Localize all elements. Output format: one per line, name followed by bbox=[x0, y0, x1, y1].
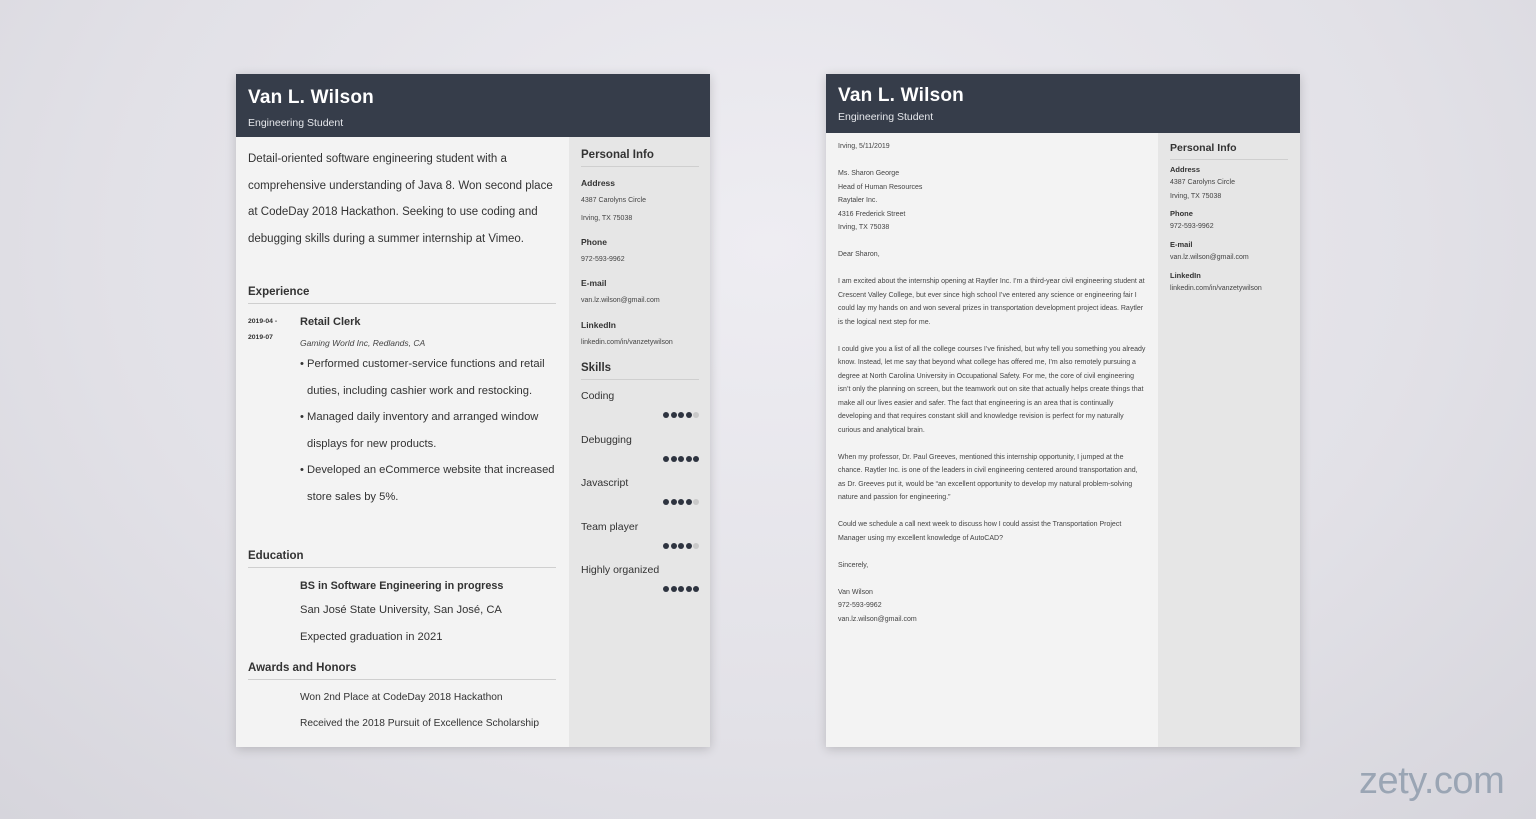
rating-dot-filled bbox=[693, 456, 699, 462]
letter-signature bbox=[838, 586, 1146, 627]
rating-dot-filled bbox=[686, 543, 692, 549]
education-degree: BS in Software Engineering in progress bbox=[300, 580, 504, 592]
letter-greeting: Dear Sharon, bbox=[838, 251, 880, 258]
letter-header bbox=[826, 74, 1300, 133]
resume-role: Engineering Student bbox=[248, 117, 344, 129]
job-bullet: • Developed an eCommerce website that increased store sales by 5%. bbox=[300, 457, 560, 510]
rating-dot-filled bbox=[663, 586, 669, 592]
signature-line: 972-593-9962 bbox=[838, 602, 882, 609]
resume-name: Van L. Wilson bbox=[248, 87, 374, 108]
education-graduation: Expected graduation in 2021 bbox=[300, 631, 443, 643]
linkedin-label: LinkedIn bbox=[581, 320, 616, 330]
award-item: Received the 2018 Pursuit of Excellence Scholarship bbox=[300, 718, 539, 729]
skill-name: Coding bbox=[581, 390, 615, 402]
rating-dot-filled bbox=[693, 586, 699, 592]
address-line: Irving, TX 75038 bbox=[581, 215, 633, 222]
job-bullet: • Performed customer-service functions and retail duties, including cashier work and restocking. bbox=[300, 351, 560, 404]
skill-name: Highly organized bbox=[581, 564, 660, 576]
rating-dot-filled bbox=[686, 586, 692, 592]
letter-email-label: E-mail bbox=[1170, 240, 1193, 249]
job-date-end: 2019-07 bbox=[248, 334, 273, 341]
letter-phone-value: 972-593-9962 bbox=[1170, 223, 1214, 230]
rating-dot-empty bbox=[693, 499, 699, 505]
signature-line: van.lz.wilson@gmail.com bbox=[838, 615, 917, 623]
letter-personal-info-heading: Personal Info bbox=[1170, 142, 1288, 160]
letter-linkedin-label: LinkedIn bbox=[1170, 271, 1201, 280]
experience-heading: Experience bbox=[248, 286, 556, 304]
rating-dot-empty bbox=[693, 412, 699, 418]
rating-dot-filled bbox=[678, 412, 684, 418]
award-item: Won 2nd Place at CodeDay 2018 Hackathon bbox=[300, 692, 503, 703]
recipient-line: Ms. Sharon George bbox=[838, 170, 900, 177]
letter-paragraph: When my professor, Dr. Paul Greeves, mentioned this internship opportunity, I jumped at the chance. Raytler Inc. is one of the leaders in civil engineering centered around transportation and, as Dr. Greeves put it, would be “an excellent opportunity to develop my natural problem-solving nature and passion for engineering.” bbox=[838, 453, 1138, 501]
letter-date: Irving, 5/11/2019 bbox=[838, 143, 890, 150]
job-bullets bbox=[300, 351, 560, 510]
phone-value: 972-593-9962 bbox=[581, 256, 625, 263]
rating-dot-filled bbox=[663, 499, 669, 505]
skills-heading: Skills bbox=[581, 362, 699, 380]
job-company: Gaming World Inc, Redlands, CA bbox=[300, 338, 426, 348]
letter-paragraph: Could we schedule a call next week to discuss how I could assist the Transportation Project Manager using my excellent knowledge of AutoCAD? bbox=[838, 521, 1122, 542]
skill-name: Javascript bbox=[581, 477, 629, 489]
skill-rating bbox=[663, 543, 699, 549]
letter-paragraph: I am excited about the internship opening at Raytler Inc. I’m a third-year civil engineering student at Crescent Valley College, but ever since high school I’ve entered any science or engineering fair I could lay my hands on and won several prizes in transportation development project ideas. Raytler is the logical next step for me. bbox=[838, 278, 1145, 326]
education-school: San José State University, San José, CA bbox=[300, 604, 502, 616]
cover-letter-page bbox=[826, 74, 1300, 747]
rating-dot-filled bbox=[678, 543, 684, 549]
letter-phone-label: Phone bbox=[1170, 209, 1193, 218]
skill-name: Debugging bbox=[581, 433, 632, 446]
address-label: Address bbox=[581, 178, 616, 188]
awards-heading: Awards and Honors bbox=[248, 662, 556, 680]
recipient-line: Irving, TX 75038 bbox=[838, 224, 890, 231]
address-line: 4387 Carolyns Circle bbox=[581, 197, 646, 204]
address-line: 4387 Carolyns Circle bbox=[1170, 179, 1235, 186]
recipient-line: Head of Human Resources bbox=[838, 183, 923, 191]
letter-role: Engineering Student bbox=[838, 111, 934, 123]
skill-rating bbox=[663, 412, 699, 418]
letter-sidebar bbox=[1158, 133, 1300, 747]
job-title: Retail Clerk bbox=[300, 316, 361, 328]
job-date-start: 2019-04 - bbox=[248, 318, 278, 325]
rating-dot-filled bbox=[663, 456, 669, 462]
letter-body bbox=[838, 140, 1146, 640]
phone-label: Phone bbox=[581, 237, 607, 247]
email-label: E-mail bbox=[581, 278, 607, 288]
skill-name: Team player bbox=[581, 520, 639, 533]
rating-dot-filled bbox=[671, 412, 677, 418]
address-line: Irving, TX 75038 bbox=[1170, 192, 1222, 200]
rating-dot-filled bbox=[671, 586, 677, 592]
resume-header bbox=[236, 74, 710, 137]
education-heading: Education bbox=[248, 550, 556, 568]
letter-address-value bbox=[1170, 176, 1235, 203]
zety-logo: zety.com bbox=[1359, 760, 1505, 802]
skill-rating bbox=[663, 586, 699, 592]
job-bullet: • Managed daily inventory and arranged window displays for new products. bbox=[300, 404, 560, 457]
letter-closing: Sincerely, bbox=[838, 561, 869, 569]
letter-recipient bbox=[838, 167, 1146, 235]
recipient-line: Raytaler Inc. bbox=[838, 197, 878, 204]
rating-dot-filled bbox=[678, 499, 684, 505]
address-value bbox=[581, 192, 646, 228]
rating-dot-filled bbox=[663, 412, 669, 418]
rating-dot-empty bbox=[693, 543, 699, 549]
skill-rating bbox=[663, 499, 699, 505]
rating-dot-filled bbox=[686, 499, 692, 505]
rating-dot-filled bbox=[671, 543, 677, 549]
resume-summary: Detail-oriented software engineering student with a comprehensive understanding of Java 8. Won second place at CodeDay 2018 Hackathon. Seeking to use coding and debugging skills during a summer internship at Vimeo. bbox=[248, 153, 553, 245]
personal-info-heading: Personal Info bbox=[581, 149, 699, 167]
resume-sidebar bbox=[569, 137, 710, 747]
letter-name: Van L. Wilson bbox=[838, 85, 964, 106]
rating-dot-filled bbox=[671, 499, 677, 505]
rating-dot-filled bbox=[686, 456, 692, 462]
rating-dot-filled bbox=[663, 543, 669, 549]
letter-linkedin-value: linkedin.com/in/vanzetywilson bbox=[1170, 285, 1262, 292]
resume-page bbox=[236, 74, 710, 747]
letter-address-label: Address bbox=[1170, 165, 1201, 174]
rating-dot-filled bbox=[686, 412, 692, 418]
linkedin-value: linkedin.com/in/vanzetywilson bbox=[581, 339, 673, 346]
rating-dot-filled bbox=[671, 456, 677, 462]
rating-dot-filled bbox=[678, 456, 684, 462]
rating-dot-filled bbox=[678, 586, 684, 592]
job-dates bbox=[248, 314, 277, 346]
letter-paragraph: I could give you a list of all the college courses I’ve finished, but why tell you something you already know. Instead, let me say that beyond what college has offered me, I’m also remotely pursuing a degree at North Carolina University in Occupational Safety. For me, the core of civil engineering isn’t only the planning on screen, but the teamwork out on site that actually helps create things that make all our lives easier and safer. The fact that engineering is an area that is continually developing and that requires constant skill and knowledge revision is perfect for my naturally curious and analytical brain. bbox=[838, 345, 1146, 434]
recipient-line: 4316 Frederick Street bbox=[838, 210, 906, 218]
email-value: van.lz.wilson@gmail.com bbox=[581, 297, 660, 304]
skill-rating bbox=[663, 456, 699, 462]
signature-line: Van Wilson bbox=[838, 588, 873, 596]
letter-email-value: van.lz.wilson@gmail.com bbox=[1170, 254, 1249, 261]
